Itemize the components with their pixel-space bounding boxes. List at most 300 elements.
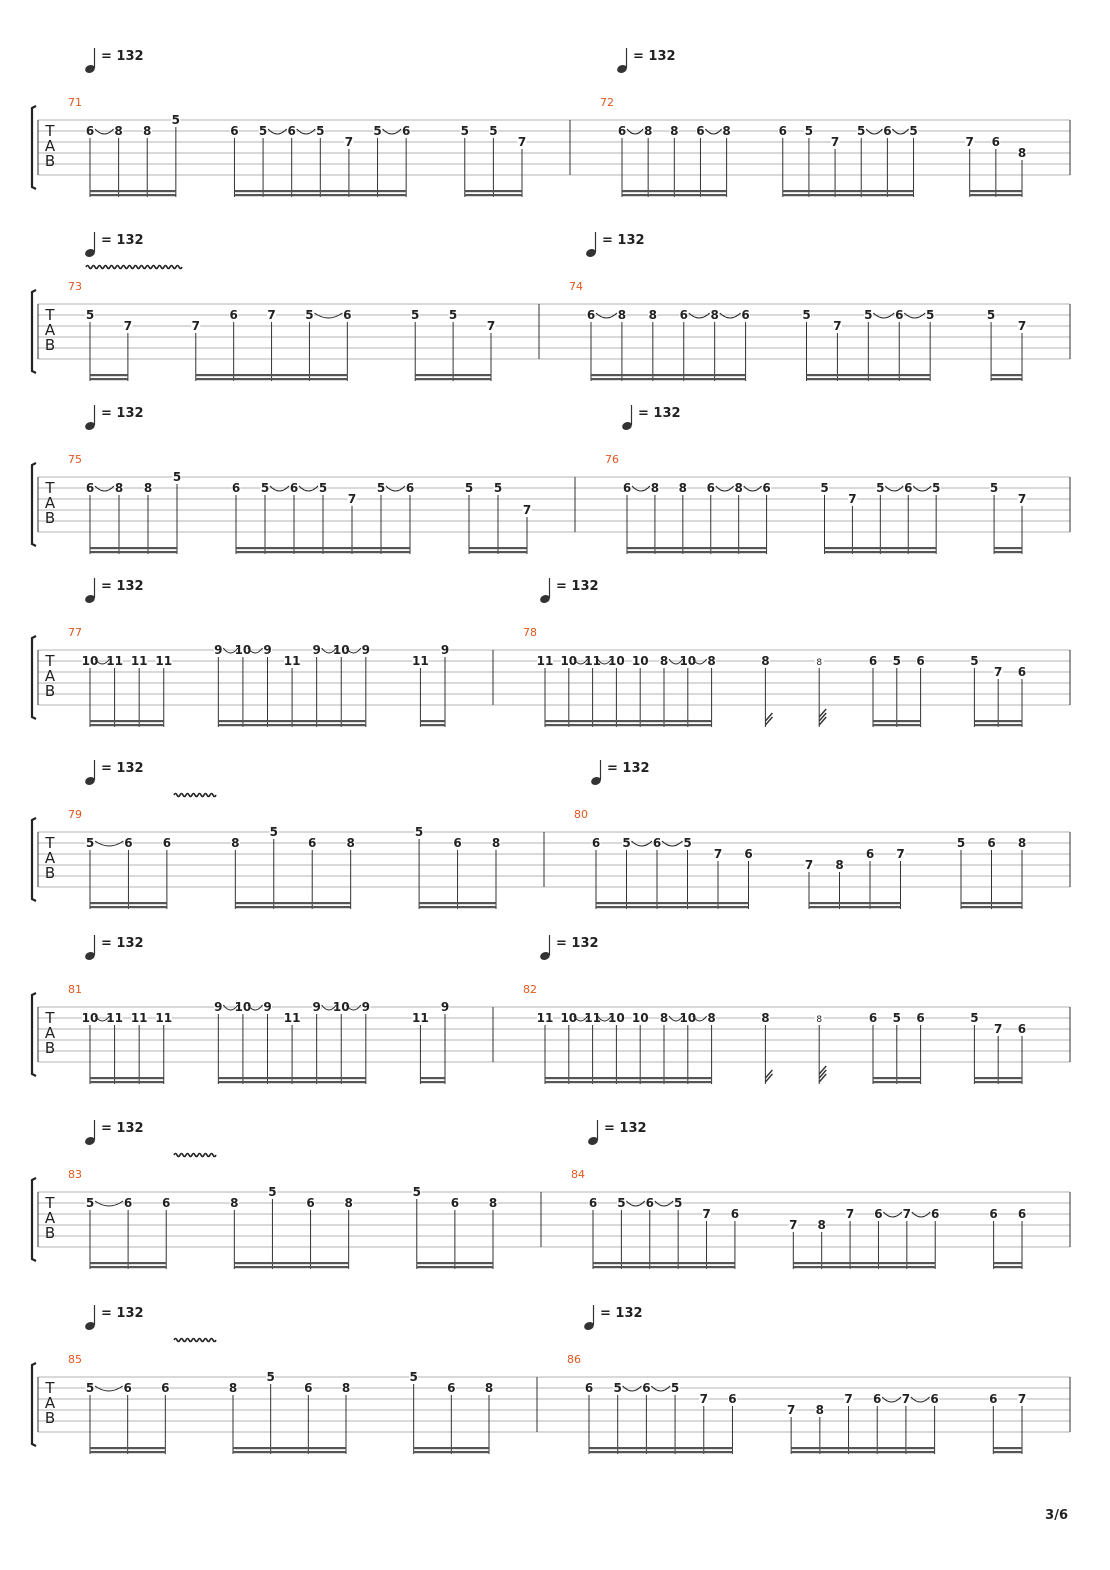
fret-number: 5 [989,481,999,495]
fret-number: 7 [901,1392,911,1406]
tie-arc [383,129,402,134]
fret-number: 5 [171,113,181,127]
fret-number: 10 [234,643,252,657]
fret-number: 6 [287,124,296,138]
beam [90,190,176,192]
fret-number: 7 [845,1207,855,1221]
fret-number: 6 [162,1196,171,1210]
fret-number: 5 [802,308,811,322]
fret-number: 6 [874,1207,883,1221]
system-brace [32,818,36,901]
fret-number: 5 [318,481,328,495]
fret-number: 7 [833,319,842,333]
tie-arc [911,1397,930,1402]
fret-number: 6 [706,481,715,495]
fret-number: 10 [81,1011,99,1025]
tab-clef-letter: A [44,667,56,685]
fret-number: 6 [778,124,787,138]
beam [809,902,900,904]
tempo-marking: = 132 [101,1121,144,1136]
fret-number: 11 [536,654,554,668]
beam [196,378,348,380]
fret-number: 5 [316,124,325,138]
fret-number: 8 [650,481,660,495]
fret-number: 8 [648,308,658,322]
fret-number: 11 [283,654,301,668]
fret-number: 11 [155,654,173,668]
beam [809,906,900,908]
note-flag [819,717,826,725]
tempo-marking: = 132 [633,49,676,64]
tempo-marking: = 132 [638,406,681,421]
beam [420,1077,445,1079]
fret-number: 8 [491,836,501,850]
tie-arc [892,129,908,134]
beam [465,190,522,192]
fret-number: 5 [864,308,873,322]
beam [234,194,406,196]
beam [236,547,410,549]
beam [90,906,167,908]
beam [873,1081,921,1083]
beam [627,551,767,553]
system-brace [32,993,36,1076]
fret-number: 5 [269,825,278,839]
tie-arc [95,1386,123,1391]
tie-arc [627,129,643,134]
fret-number: 8 [761,1011,770,1025]
tie-arc [883,1212,901,1217]
staff-system [32,48,1070,197]
fret-number: 8 [346,836,355,850]
system-brace [32,1178,36,1261]
tie-arc [95,1201,123,1206]
measure-number: 84 [571,1168,585,1181]
fret-number: 6 [930,1392,939,1406]
fret-number: 8 [488,1196,498,1210]
staff-system [32,760,1070,909]
fret-number: 6 [591,836,601,850]
fret-number: 7 [994,665,1003,679]
beam [591,378,746,380]
tempo-marking: = 132 [101,936,144,951]
beam [873,720,921,722]
tie-arc [95,486,114,491]
fret-number: 10 [679,654,697,668]
beam [591,374,746,376]
beam [90,1266,166,1268]
fret-number: 8 [722,124,731,138]
beam [806,378,930,380]
system-brace [32,636,36,719]
fret-number: 6 [1017,665,1027,679]
fret-number: 6 [123,1196,133,1210]
fret-number: 6 [679,308,688,322]
beam [974,1077,1022,1079]
beam [420,1081,445,1083]
beam [545,1081,712,1083]
beam [545,724,712,726]
beam [417,1266,493,1268]
measure-number: 83 [68,1168,82,1181]
beam [90,724,164,726]
fret-number: 5 [857,124,866,138]
vibrato-wave-icon [86,266,182,269]
fret-number: 6 [405,481,415,495]
fret-number: 6 [289,481,299,495]
beam [465,194,522,196]
fret-number: 7 [830,135,840,149]
fret-number: 7 [994,1022,1003,1036]
system-brace [32,290,36,373]
beam [234,1266,348,1268]
beam [970,190,1022,192]
beam [994,551,1022,553]
beam [627,547,767,549]
fret-number: 6 [642,1381,651,1395]
tab-clef-letter: A [44,1024,56,1042]
beam [545,1077,712,1079]
beam [974,720,1022,722]
fret-number: 5 [489,124,498,138]
fret-number: 8 [114,481,124,495]
tempo-marking: = 132 [600,1306,643,1321]
tab-clef-letter: T [45,834,55,852]
fret-number: 8 [114,124,123,138]
fret-number: 7 [522,503,532,517]
beam [970,194,1022,196]
beam [783,194,914,196]
fret-number: 5 [617,1196,626,1210]
fret-number: 7 [848,492,857,506]
fret-number: 5 [683,836,692,850]
beam [90,194,176,196]
fret-number: 5 [411,308,420,322]
fret-number: 9 [440,643,450,657]
beam [90,720,164,722]
note-flag [819,1066,826,1074]
fret-number: 6 [584,1381,594,1395]
beam [196,374,348,376]
fret-number: 7 [702,1207,711,1221]
fret-number: 6 [895,308,904,322]
tab-clef-letter: B [44,682,56,700]
fret-number: 9 [440,1000,450,1014]
beam [974,724,1022,726]
beam [873,724,921,726]
fret-number: 6 [161,1381,170,1395]
tab-clef-letter: B [44,152,56,170]
beam [218,1077,365,1079]
tab-clef-letter: T [45,652,55,670]
beam [824,547,936,549]
beam [415,378,491,380]
fret-number: 10 [631,654,649,668]
fret-number: 5 [464,481,474,495]
beam [593,1262,735,1264]
beam [233,1447,346,1449]
beam [974,1081,1022,1083]
fret-number: 6 [1017,1022,1027,1036]
fret-number: 5 [258,124,268,138]
fret-number: 7 [1017,1392,1027,1406]
fret-number: 10 [81,654,99,668]
measure-number: 85 [68,1353,82,1366]
fret-number: 10 [608,1011,625,1025]
tie-arc [596,313,617,318]
tab-clef-letter: A [44,494,56,512]
fret-number: 6 [123,1381,132,1395]
note-flag [765,1074,772,1082]
fret-number: 8 [143,124,152,138]
fret-number: 8 [816,1015,823,1025]
tie-arc [299,486,318,491]
fret-number: 5 [986,308,996,322]
beam [415,374,491,376]
fret-number: 9 [361,643,371,657]
fret-number: 6 [162,836,172,850]
beam [234,1262,348,1264]
fret-number: 5 [925,308,935,322]
measure-number: 80 [574,808,588,821]
fret-number: 5 [970,1011,979,1025]
tab-clef-letter: B [44,1224,56,1242]
beam [414,1447,489,1449]
fret-number: 8 [643,124,653,138]
fret-number: 11 [106,1011,123,1025]
tie-arc [866,129,882,134]
tab-clef-letter: B [44,509,56,527]
fret-number: 8 [761,654,770,668]
beam [218,724,365,726]
fret-number: 8 [835,858,844,872]
beam [90,1451,165,1453]
tab-clef-letter: T [45,1379,55,1397]
tempo-marking: = 132 [556,579,599,594]
fret-number: 10 [679,1011,697,1025]
beam [589,1447,732,1449]
fret-number: 6 [916,654,925,668]
fret-number: 7 [789,1218,798,1232]
fret-number: 7 [347,492,357,506]
fret-number: 5 [622,836,631,850]
beam [793,1262,935,1264]
note-flag [819,713,826,721]
fret-number: 5 [85,308,95,322]
staff-system [32,578,1070,727]
tie-arc [95,841,123,846]
tab-clef-letter: A [44,849,56,867]
fret-number: 10 [608,654,625,668]
beam [90,1447,165,1449]
tie-arc [655,1201,673,1206]
fret-number: 6 [762,481,771,495]
tab-clef-letter: B [44,1409,56,1427]
beam [994,1266,1022,1268]
fret-number: 6 [645,1196,654,1210]
tie-arc [873,313,894,318]
fret-number: 9 [312,643,321,657]
beam [90,551,177,553]
beam [622,190,727,192]
beam [419,906,496,908]
tie-arc [95,129,114,134]
beam [622,194,727,196]
tie-arc [623,1386,642,1391]
fret-number: 6 [306,1196,315,1210]
beam [961,902,1022,904]
fret-number: 10 [332,643,350,657]
tie-arc [386,486,405,491]
fret-number: 8 [670,124,679,138]
fret-number: 5 [305,308,314,322]
staff-system [32,405,1070,554]
tie-arc [662,841,682,846]
beam [90,1262,166,1264]
fret-number: 9 [312,1000,321,1014]
fret-number: 11 [412,654,429,668]
tie-arc [626,1201,644,1206]
tempo-marking: = 132 [607,761,650,776]
fret-number: 6 [231,481,241,495]
fret-number: 7 [1017,319,1027,333]
tempo-marking: = 132 [101,579,144,594]
note-flag [819,1074,826,1082]
fret-number: 6 [991,135,1001,149]
fret-number: 6 [447,1381,456,1395]
tie-arc [720,313,741,318]
beam [90,547,177,549]
fret-number: 6 [652,836,662,850]
measure-number: 75 [68,453,82,466]
beam [791,1447,934,1449]
fret-number: 7 [965,135,974,149]
fret-number: 7 [1017,492,1027,506]
tie-arc [913,486,931,491]
measure-number: 74 [569,280,583,293]
beam [218,720,365,722]
fret-number: 8 [659,1011,669,1025]
fret-number: 10 [234,1000,252,1014]
fret-number: 6 [868,1011,878,1025]
fret-number: 5 [673,1196,683,1210]
fret-number: 7 [713,847,723,861]
fret-number: 10 [332,1000,350,1014]
fret-number: 7 [486,319,496,333]
tie-arc [904,313,925,318]
beam [90,1077,164,1079]
beam [994,1262,1022,1264]
fret-number: 8 [143,481,153,495]
beam [90,374,128,376]
fret-number: 5 [376,481,386,495]
fret-number: 6 [744,847,753,861]
fret-number: 6 [230,124,239,138]
beam [791,1451,934,1453]
fret-number: 10 [560,1011,578,1025]
note-flag [819,1070,826,1078]
beam [596,906,748,908]
fret-number: 11 [106,654,123,668]
fret-number: 5 [931,481,941,495]
fret-number: 5 [85,1381,95,1395]
fret-number: 5 [970,654,979,668]
fret-number: 7 [191,319,200,333]
fret-number: 7 [896,847,905,861]
beam [469,547,527,549]
fret-number: 8 [815,1403,825,1417]
fret-number: 7 [123,319,133,333]
tie-arc [632,486,650,491]
fret-number: 6 [696,124,705,138]
fret-number: 11 [536,1011,554,1025]
beam [589,1451,732,1453]
fret-number: 5 [876,481,885,495]
note-flag [765,717,772,725]
tab-clef-letter: A [44,321,56,339]
tie-arc [705,129,721,134]
tab-clef-letter: B [44,864,56,882]
measure-number: 73 [68,280,82,293]
tie-arc [882,1397,901,1402]
tab-clef-letter: A [44,137,56,155]
fret-number: 9 [214,1000,223,1014]
fret-number: 8 [734,481,743,495]
tab-clef-letter: T [45,306,55,324]
fret-number: 8 [678,481,688,495]
fret-number: 8 [817,1218,826,1232]
fret-number: 7 [267,308,276,322]
fret-number: 6 [229,308,238,322]
beam [414,1451,489,1453]
note-flag [765,1070,772,1078]
tab-clef-letter: T [45,122,55,140]
beam [90,1081,164,1083]
fret-number: 8 [1017,836,1027,850]
fret-number: 11 [155,1011,173,1025]
fret-number: 6 [622,481,632,495]
fret-number: 8 [707,654,716,668]
fret-number: 8 [710,308,719,322]
fret-number: 7 [902,1207,912,1221]
fret-number: 6 [730,1207,740,1221]
beam [235,902,350,904]
tie-arc [268,129,287,134]
fret-number: 7 [804,858,814,872]
fret-number: 5 [460,124,469,138]
measure-number: 86 [567,1353,581,1366]
fret-number: 6 [453,836,462,850]
fret-number: 5 [804,124,814,138]
fret-number: 5 [414,825,424,839]
beam [993,1451,1022,1453]
fret-number: 6 [873,1392,882,1406]
staff-system [32,232,1070,381]
beam [235,906,350,908]
tie-arc [689,313,710,318]
tie-arc [912,1212,930,1217]
beam [991,378,1022,380]
beam [783,190,914,192]
beam [420,724,445,726]
beam [961,906,1022,908]
fret-number: 6 [308,836,317,850]
fret-number: 8 [231,836,240,850]
fret-number: 6 [989,1207,998,1221]
staff-system [32,1305,1070,1454]
beam [420,720,445,722]
tab-clef-letter: B [44,1039,56,1057]
